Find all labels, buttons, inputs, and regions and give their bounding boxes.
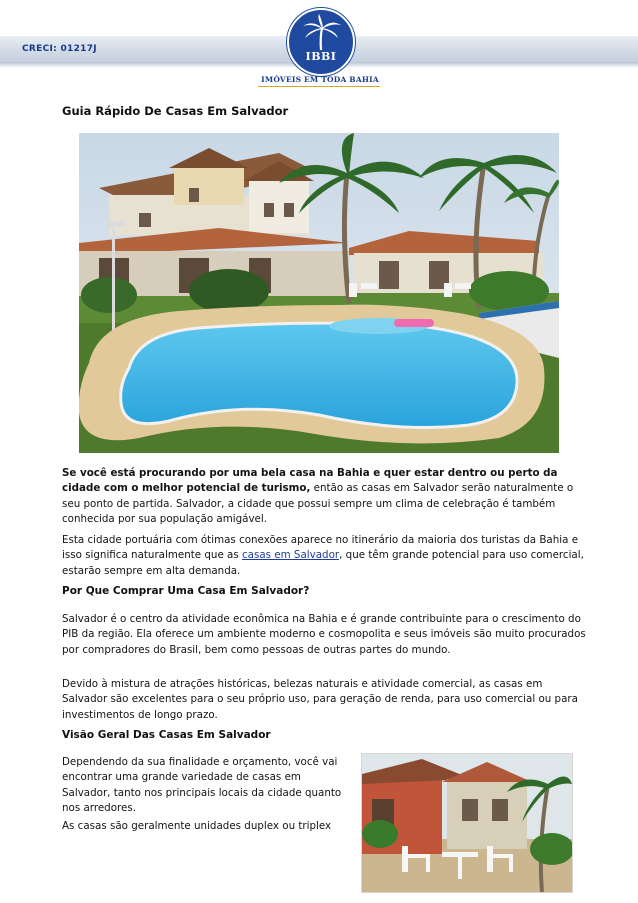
intro-paragraph (62, 466, 586, 528)
overview-text: Dependendo da sua finalidade e orçamento, você vai encontrar uma grande variedade de casas em Salvador, tanto nos principais locais da cidade quanto nos arredores. (62, 756, 342, 815)
ibbi-logo[interactable] (287, 8, 355, 76)
house-pool-illustration (79, 133, 559, 453)
overview-paragraph (62, 755, 342, 817)
house-patio-photo (361, 753, 573, 893)
port-city-text-b: , que têm grande potencial para uso comercial, estarão sempre em alta demanda. (62, 549, 584, 577)
attractions-text: Devido à mistura de atrações históricas, belezas naturais e atividade comercial, as casas em Salvador são excelentes para o seu próprio uso, para geração de renda, para uso comercial ou para investimentos de longo prazo. (62, 678, 578, 721)
intro-rest: então as casas em Salvador serão naturalmente o seu ponto de partida. Salvador, a cidade que possui sempre um clima de celebração é também conhecida por sua população amigável. (62, 482, 574, 526)
logo-text: IBBI (305, 50, 337, 63)
duplex-paragraph (62, 819, 352, 834)
economy-paragraph (62, 612, 586, 658)
tagline-divider (258, 86, 380, 87)
article-title: Guia Rápido De Casas Em Salvador (62, 104, 289, 118)
house-pool-photo (79, 133, 559, 453)
section-heading-why-buy: Por Que Comprar Uma Casa Em Salvador? (62, 585, 310, 597)
economy-text: Salvador é o centro da atividade econômica na Bahia e é grande contribuinte para o crescimento do PIB da região. Ela oferece um ambiente moderno e cosmopolita e seus imóveis são muito procurados por compradores do Brasil, bem como pessoas de outras partes do mundo. (62, 613, 586, 656)
section-heading-overview: Visão Geral Das Casas Em Salvador (62, 729, 271, 741)
creci-label: CRECI: 01217J (22, 44, 97, 54)
port-city-paragraph (62, 533, 586, 579)
port-city-text-a: Esta cidade portuária com ótimas conexões aparece no itinerário da maioria dos turistas da Bahia e isso significa naturalmente que as (62, 534, 579, 562)
tagline: IMÓVEIS EM TODA BAHIA (261, 75, 379, 84)
page-header (0, 0, 638, 96)
intro-bold: Se você está procurando por uma bela casa na Bahia e quer estar dentro ou perto da cidade com o melhor potencial de turismo, (62, 467, 558, 495)
house-patio-illustration (362, 754, 572, 892)
attractions-paragraph (62, 677, 586, 723)
duplex-text: As casas são geralmente unidades duplex ou triplex (62, 820, 332, 832)
casas-em-salvador-link[interactable]: casas em Salvador (242, 549, 340, 562)
palm-tree-icon (289, 10, 353, 74)
